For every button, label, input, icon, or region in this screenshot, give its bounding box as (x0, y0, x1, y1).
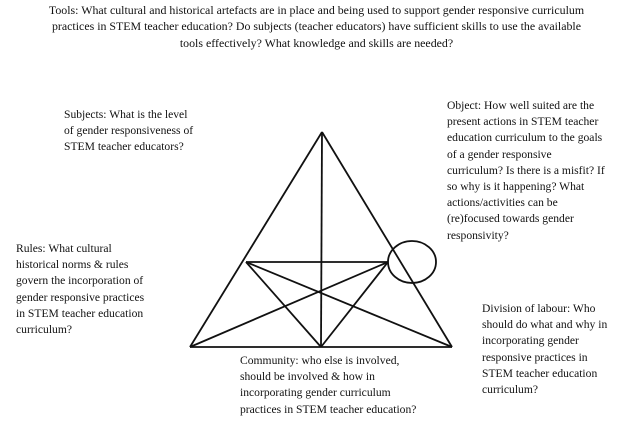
division-of-labour-text: Division of labour: Who should do what and why in incorporating gender responsive practices in STEM teacher education curriculum? (482, 302, 608, 397)
rules-text: Rules: What cultural historical norms & rules govern the incorporation of gender responsive practices in STEM teacher education curriculum? (16, 242, 145, 337)
community-text: Community: who else is involved, should be involved & how in incorporating gender curriculum practices in STEM teacher education? (240, 354, 417, 416)
vertical-axis (321, 132, 322, 347)
inner-left-edge (246, 262, 321, 347)
cross-line-left (246, 262, 452, 347)
outer-left-edge (190, 132, 322, 347)
tools-text: Tools: What cultural and historical artefacts are in place and being used to support gender responsive curriculum practices in STEM teacher education? Do subjects (teacher educators) have sufficient skills to use the available tools effectively? What knowledge and skills are needed? (48, 3, 585, 50)
subjects-text: Subjects: What is the level of gender responsiveness of STEM teacher educators? (64, 108, 194, 154)
outer-right-edge (322, 132, 452, 347)
object-text: Object: How well suited are the present actions in STEM teacher education curriculum to the goals of a gender responsive curriculum? Is there is a misfit? If so why is it happening? What actions/activities can be (re)focused towards gender responsivity? (447, 99, 605, 242)
cross-line-right (190, 262, 388, 347)
object-circle (388, 241, 436, 283)
inner-right-edge (321, 262, 388, 347)
